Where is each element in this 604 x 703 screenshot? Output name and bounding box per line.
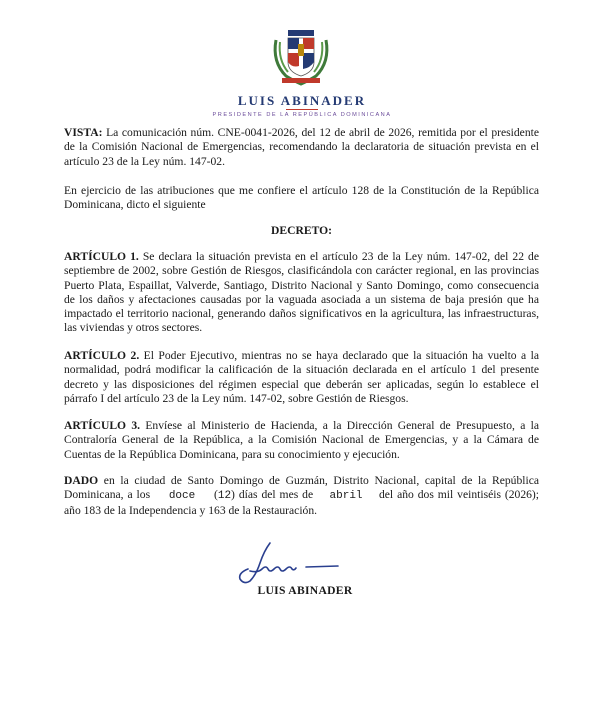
article-3 xyxy=(64,419,539,462)
header-name: LUIS ABINADER xyxy=(237,93,367,108)
vista-paragraph xyxy=(64,126,539,169)
vista-text: La comunicación núm. CNE-0041-2026, del 12 de abril de 2026, remitida por el presidente de la Comisión Nacional de Emergencias, recomendando la declaratoria de situación prevista en el artículo 23 de la Ley núm. 147-02. xyxy=(64,126,539,168)
article-1 xyxy=(64,250,539,336)
article-1-label: ARTÍCULO 1. xyxy=(64,250,139,263)
dado-text-3: del año dos mil veintiséis (2026); año 183 de la Independencia y 163 de la Restauración. xyxy=(64,488,540,517)
day-close-paren: ) xyxy=(231,488,235,502)
header-divider xyxy=(286,109,318,110)
dado-paragraph xyxy=(64,474,539,518)
vista-label: VISTA: xyxy=(64,126,103,139)
article-2-label: ARTÍCULO 2. xyxy=(64,349,140,362)
day-open-paren: ( xyxy=(213,488,218,502)
article-2 xyxy=(64,349,539,406)
article-1-text: Se declara la situación prevista en el artículo 23 de la Ley núm. 147-02, del 22 de septiembre de 2002, sobre Gestión de Riesgos, clasificándola con carácter regional, en las provincias Puerto Plata, Espaillat, Valverde, Santiago, Distrito Nacional y Santo Domingo, como consecuencia de los daños y afectaciones causadas por la vaguada asociada a un sistema de baja presión que ha impactado el territorio nacional, generando daños significativos en la agricultura, las infraestructuras, las viviendas y otros sectores. xyxy=(64,250,539,335)
header-title: PRESIDENTE DE LA REPÚBLICA DOMINICANA xyxy=(212,112,392,118)
article-2-text: El Poder Ejecutivo, mientras no se haya declarado que la situación ha vuelto a la normalidad, podrá modificar la calificación de la situación declarada en el artículo 1 del presente decreto y las disposiciones del régimen especial que deberán ser aplicadas, según lo establece el párrafo I del artículo 23 de la Ley núm. 147-02, sobre Gestión de Riesgos. xyxy=(64,349,539,405)
decree-heading: DECRETO: xyxy=(271,224,332,237)
day-in-words: doce xyxy=(168,490,196,503)
day-number: 12 xyxy=(217,490,232,503)
preamble-paragraph: En ejercicio de las atribuciones que me confiere el artículo 128 de la Constitución de la República Dominicana, dicto el siguiente xyxy=(64,184,539,212)
coat-of-arms-icon xyxy=(270,22,332,86)
dado-text-2: días del mes de xyxy=(238,488,314,502)
month-name: abril xyxy=(329,490,363,503)
signatory-name: LUIS ABINADER xyxy=(257,584,353,597)
article-3-label: ARTÍCULO 3. xyxy=(64,419,141,432)
article-3-text: Envíese al Ministerio de Hacienda, a la Dirección General de Presupuesto, a la Contraloría General de la República, a la Comisión Nacional de Emergencias, y a la Cámara de Cuentas de la República Dominicana, para su conocimiento y ejecución. xyxy=(64,419,539,461)
dado-label: DADO xyxy=(64,474,99,487)
dado-text-1: en la ciudad de Santo Domingo de Guzmán, Distrito Nacional, capital de la República Dominicana, a los xyxy=(64,474,540,502)
